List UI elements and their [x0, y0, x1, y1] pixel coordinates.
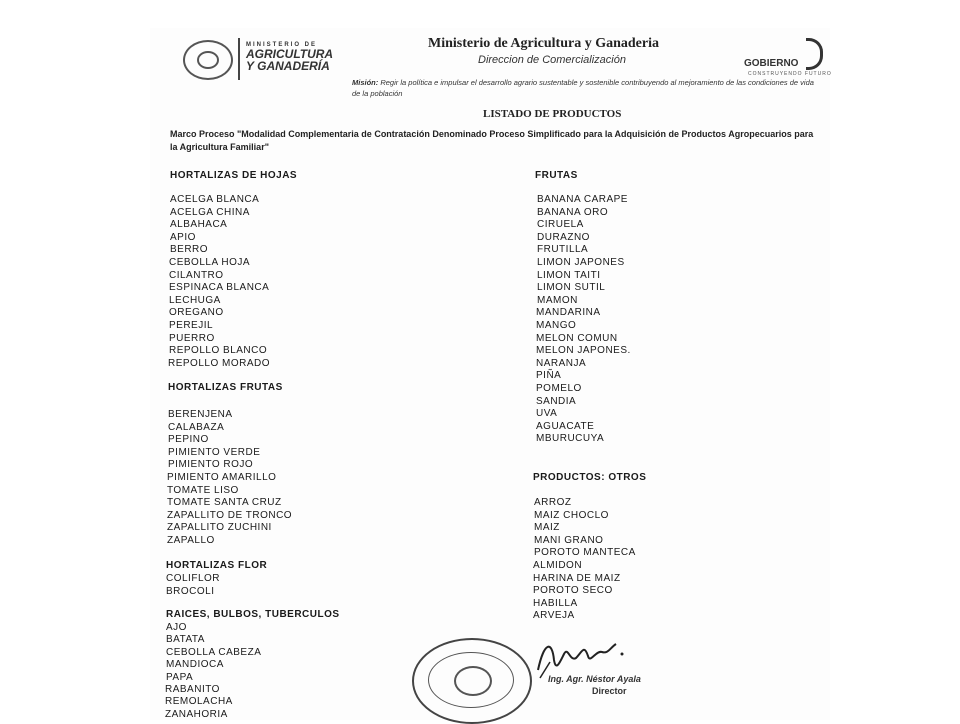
product-item: PIÑA: [536, 370, 562, 382]
product-item: CIRUELA: [537, 219, 584, 231]
product-item: MANDIOCA: [166, 659, 224, 671]
product-item: PIMIENTO AMARILLO: [167, 472, 277, 483]
product-item: HABILLA: [533, 597, 578, 609]
product-item: ACELGA BLANCA: [170, 194, 260, 205]
product-item: BERENJENA: [168, 409, 233, 420]
product-item: MAIZ CHOCLO: [534, 509, 609, 521]
product-item: POROTO MANTECA: [534, 547, 636, 559]
product-item: ALMIDON: [533, 560, 583, 571]
logo-small-text: MINISTERIO DE: [246, 42, 318, 48]
product-item: RABANITO: [165, 684, 220, 695]
product-item: LIMON TAITI: [537, 269, 601, 281]
logo-divider: [238, 38, 240, 80]
product-item: ZAPALLITO DE TRONCO: [167, 509, 293, 521]
product-item: SANDIA: [536, 395, 577, 407]
product-item: FRUTILLA: [537, 244, 589, 256]
product-item: CILANTRO: [169, 269, 224, 281]
product-item: REPOLLO BLANCO: [169, 345, 268, 357]
product-item: PEPINO: [168, 434, 209, 446]
ministry-subtitle: Direccion de Comercialización: [478, 54, 626, 66]
ministry-seal-icon: [183, 40, 233, 80]
product-item: LIMON JAPONES: [537, 257, 625, 268]
product-item: ZANAHORIA: [165, 708, 228, 720]
product-item: BANANA ORO: [537, 206, 609, 218]
category-raices-bulbos-tuberculos: RAICES, BULBOS, TUBERCULOS: [166, 609, 340, 620]
mision-statement: [352, 77, 822, 99]
product-item: MANDARINA: [536, 307, 601, 319]
product-item: UVA: [536, 408, 558, 420]
gobierno-tagline: CONSTRUYENDO FUTURO: [748, 71, 832, 77]
product-item: BANANA CARAPE: [537, 194, 628, 205]
product-item: ZAPALLO: [167, 535, 215, 546]
product-item: NARANJA: [536, 357, 587, 369]
product-item: CEBOLLA CABEZA: [166, 646, 262, 658]
product-item: ARROZ: [534, 497, 572, 508]
category-frutas: FRUTAS: [535, 170, 578, 181]
category-hortalizas-flor: HORTALIZAS FLOR: [166, 560, 268, 571]
logo-line-2: Y GANADERÍA: [246, 59, 330, 73]
product-item: TOMATE LISO: [167, 484, 239, 496]
document-title: LISTADO DE PRODUCTOS: [483, 108, 622, 120]
product-item: LIMON SUTIL: [537, 282, 606, 294]
product-item: AJO: [166, 622, 187, 633]
ministry-title: Ministerio de Agricultura y Ganaderia: [428, 36, 659, 51]
product-item: PAPA: [166, 671, 194, 683]
product-item: PIMIENTO ROJO: [168, 459, 254, 471]
product-item: AGUACATE: [536, 420, 595, 432]
gobierno-logo-text: GOBIERNO: [744, 58, 799, 69]
mision-label: Misión:: [352, 78, 379, 87]
product-item: REPOLLO MORADO: [168, 357, 271, 369]
product-item: MELON JAPONES.: [536, 345, 631, 357]
product-item: DURAZNO: [537, 231, 590, 243]
product-item: PEREJIL: [169, 320, 214, 331]
product-item: HARINA DE MAIZ: [533, 572, 621, 584]
product-item: COLIFLOR: [166, 573, 221, 584]
product-item: POROTO SECO: [533, 585, 613, 597]
product-item: POMELO: [536, 383, 582, 394]
logo-line-1: AGRICULTURA: [246, 47, 334, 61]
category-hortalizas-hojas: HORTALIZAS DE HOJAS: [170, 170, 298, 181]
product-item: LECHUGA: [169, 294, 221, 306]
signer-name: Ing. Agr. Néstor Ayala: [548, 674, 641, 684]
ministry-logo-text: [246, 42, 356, 72]
product-item: BATATA: [166, 634, 205, 646]
product-item: MELON COMUN: [536, 332, 618, 344]
product-item: APIO: [170, 231, 196, 243]
product-item: MANI GRANO: [534, 534, 604, 546]
category-productos-otros: PRODUCTOS: OTROS: [533, 472, 647, 483]
marco-proceso-text: Marco Proceso "Modalidad Complementaria de Contratación Denominado Proceso Simplificado para la Adquisición de Productos Agropecuarios para la Agricultura Familiar": [170, 129, 814, 152]
signer-title: Director: [592, 686, 627, 696]
product-item: OREGANO: [169, 307, 224, 319]
product-item: MAMON: [537, 294, 578, 306]
product-item: BROCOLI: [166, 585, 215, 597]
product-item: ARVEJA: [533, 610, 575, 622]
product-item: ZAPALLITO ZUCHINI: [167, 522, 272, 534]
product-item: PUERRO: [169, 332, 215, 344]
product-item: ESPINACA BLANCA: [169, 282, 270, 294]
product-item: CALABAZA: [168, 421, 225, 433]
mision-text: Regir la política e impulsar el desarrollo agrario sustentable y sostenible contribuyendo al mejoramiento de las condiciones de vida de la población: [352, 78, 814, 98]
official-stamp-icon: [412, 638, 532, 724]
product-item: TOMATE SANTA CRUZ: [167, 497, 282, 509]
product-item: BERRO: [170, 244, 209, 256]
category-hortalizas-frutas: HORTALIZAS FRUTAS: [168, 382, 283, 393]
product-item: MAIZ: [534, 522, 560, 534]
product-item: MANGO: [536, 320, 577, 331]
product-item: ALBAHACA: [170, 219, 228, 231]
product-item: REMOLACHA: [165, 696, 233, 708]
product-item: CEBOLLA HOJA: [169, 257, 251, 268]
product-item: MBURUCUYA: [536, 433, 605, 445]
product-item: PIMIENTO VERDE: [168, 446, 261, 458]
product-item: ACELGA CHINA: [170, 206, 250, 218]
